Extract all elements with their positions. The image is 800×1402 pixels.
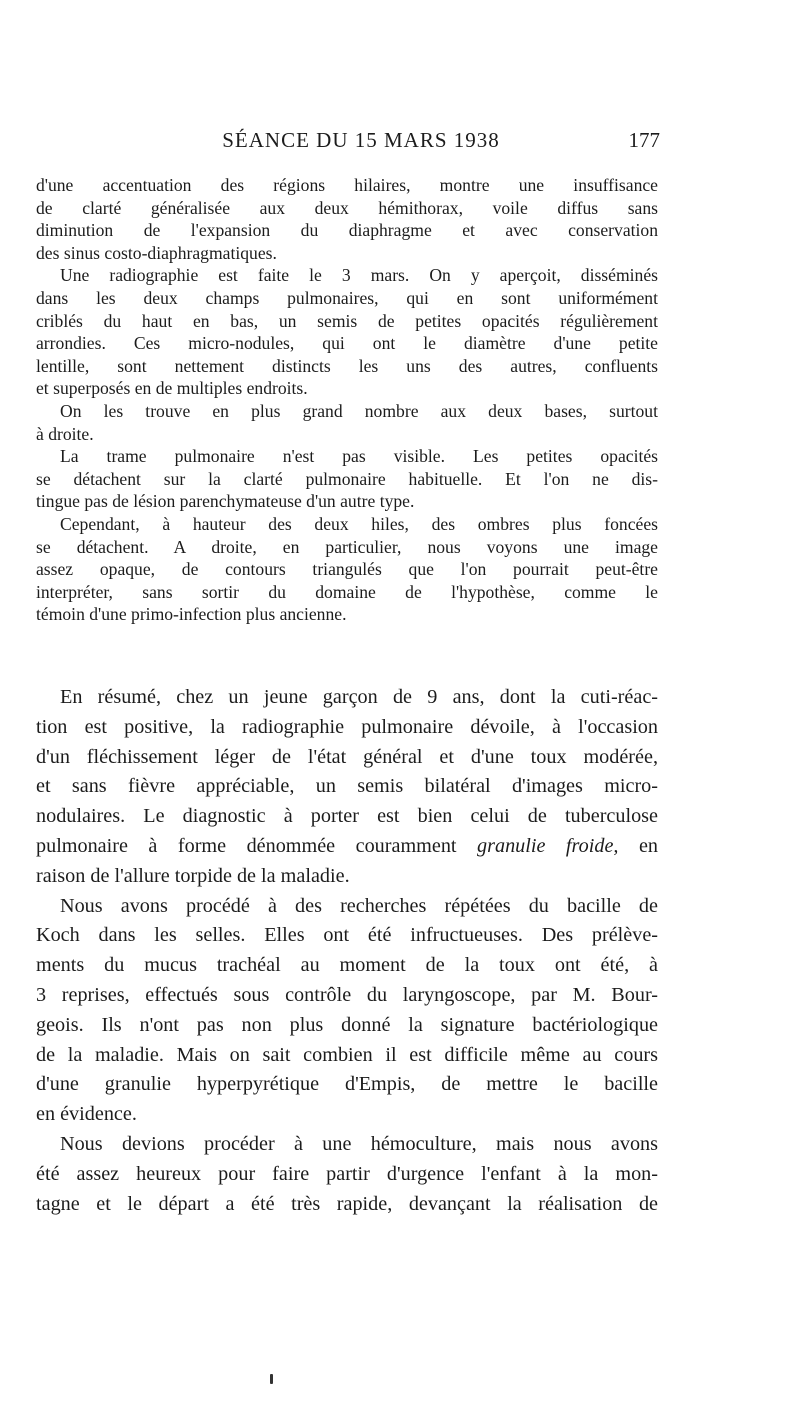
text-line: Cependant, à hauteur des deux hiles, des ombres plus foncées [60,513,658,534]
text-line: tagne et le départ a été très rapide, devançant la réalisation de [36,1192,658,1215]
text-fragment: pulmonaire à forme dénommée couramment [36,834,457,857]
text-line: d'une accentuation des régions hilaires, montre une insuffisance [36,175,658,195]
text-line: en évidence. [36,1103,137,1126]
summary-text [36,683,658,1219]
text-line: geois. Ils n'ont pas non plus donné la signature bactériologique [36,1013,658,1036]
text-line: de clarté généralisée aux deux hémithorax, voile diffus sans [36,197,658,218]
text-line: diminution de l'expansion du diaphragme et avec conservation [36,220,658,241]
text-line: Nous avons procédé à des recherches répétées du bacille de [60,894,658,917]
case-description-text [36,174,658,626]
page-number: 177 [628,128,660,152]
text-line: 3 reprises, effectués sous contrôle du laryngoscope, par M. Bour- [36,983,658,1006]
text-fragment: en [638,834,658,857]
text-line: se détachent. A droite, en particulier, nous voyons une image [36,536,658,557]
text-line: assez opaque, de contours triangulés que l'on pourrait peut-être [36,559,658,580]
text-line: et superposés en de multiples endroits. [36,378,308,399]
text-line: été assez heureux pour faire partir d'urgence l'enfant à la mon- [36,1162,658,1185]
text-line: ments du mucus trachéal au moment de la toux ont été, à [36,954,658,977]
text-line: Koch dans les selles. Elles ont été infructueuses. Des prélève- [36,924,658,947]
text-line: interpréter, sans sortir du domaine de l'hypothèse, comme le [36,581,658,602]
italic-term: granulie froide, [477,834,619,857]
text-line: criblés du haut en bas, un semis de petites opacités régulièrement [36,310,658,331]
text-line: lentille, sont nettement distincts les uns des autres, confluents [36,355,658,376]
text-line: On les trouve en plus grand nombre aux deux bases, surtout [60,400,658,421]
text-line-with-italic [36,832,658,862]
text-line: de la maladie. Mais on sait combien il est difficile même au cours [36,1043,658,1066]
text-line: tion est positive, la radiographie pulmonaire dévoile, à l'occasion [36,715,658,738]
running-title: SÉANCE DU 15 MARS 1938 [222,128,500,152]
text-line: nodulaires. Le diagnostic à porter est bien celui de tuberculose [36,805,658,828]
text-line: dans les deux champs pulmonaires, qui en sont uniformément [36,287,658,308]
text-line: des sinus costo-diaphragmatiques. [36,242,277,263]
text-line: témoin d'une primo-infection plus ancienne. [36,604,347,625]
text-line: se détachent sur la clarté pulmonaire habituelle. Et l'on ne dis- [36,468,658,489]
print-mark [270,1374,273,1384]
text-line: Une radiographie est faite le 3 mars. On y aperçoit, disséminés [60,265,658,286]
text-line: à droite. [36,423,94,444]
text-line: et sans fièvre appréciable, un semis bilatéral d'images micro- [36,775,658,798]
text-line: d'une granulie hyperpyrétique d'Empis, de mettre le bacille [36,1073,658,1096]
text-line: d'un fléchissement léger de l'état général et d'une toux modérée, [36,745,658,768]
running-head [62,128,660,158]
text-line: Nous devions procéder à une hémoculture, mais nous avons [60,1132,658,1155]
text-line: raison de l'allure torpide de la maladie. [36,864,350,887]
text-line: En résumé, chez un jeune garçon de 9 ans, dont la cuti-réac- [60,686,658,708]
text-line: tingue pas de lésion parenchymateuse d'un autre type. [36,491,415,512]
text-line: La trame pulmonaire n'est pas visible. Les petites opacités [60,446,658,467]
text-line: arrondies. Ces micro-nodules, qui ont le diamètre d'une petite [36,333,658,354]
